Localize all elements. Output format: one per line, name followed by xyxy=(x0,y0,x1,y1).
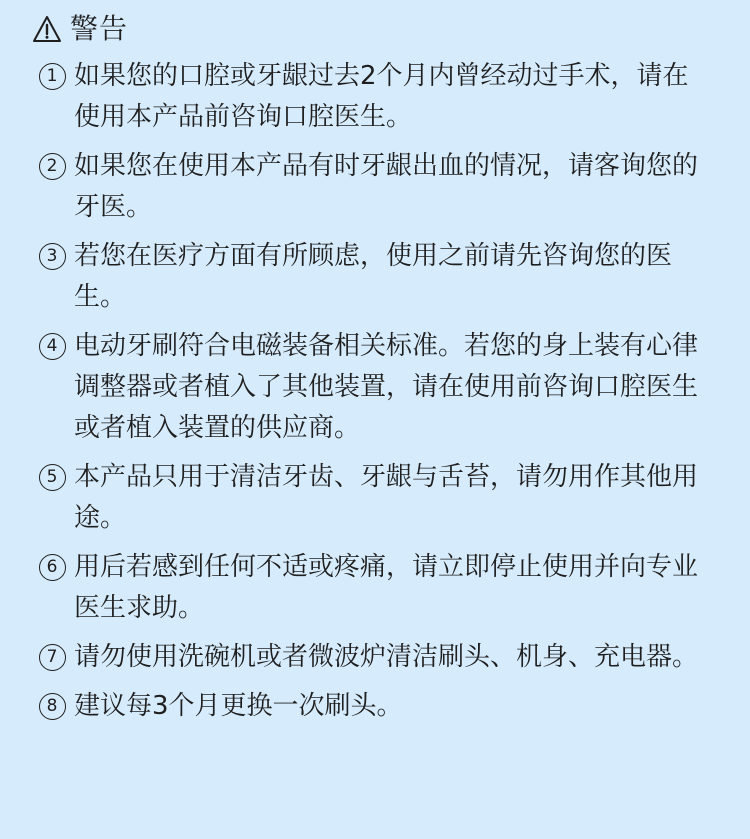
item-number-marker xyxy=(32,457,72,497)
item-number: 5 xyxy=(39,464,66,491)
item-number: 4 xyxy=(39,333,66,360)
item-number: 1 xyxy=(39,63,66,90)
item-number: 6 xyxy=(39,554,66,581)
warning-item-3 xyxy=(32,236,722,318)
item-number-marker xyxy=(32,56,72,96)
item-number-marker xyxy=(32,146,72,186)
item-number-marker xyxy=(32,686,72,726)
warning-item-text: 本产品只用于清洁牙齿、牙龈与舌苔，请勿用作其他用途。 xyxy=(74,462,699,533)
warning-list xyxy=(32,56,722,735)
warning-title: 警告 xyxy=(70,12,129,45)
item-number: 7 xyxy=(39,644,66,671)
item-number-marker xyxy=(32,326,72,366)
item-number: 3 xyxy=(39,243,66,270)
warning-item-6 xyxy=(32,547,722,629)
warning-triangle-icon xyxy=(32,14,62,44)
warning-item-2 xyxy=(32,146,722,228)
warning-item-text: 若您在医疗方面有所顾虑，使用之前请先咨询您的医生。 xyxy=(74,241,673,312)
item-number-marker xyxy=(32,547,72,587)
warning-item-text: 如果您的口腔或牙龈过去2个月内曾经动过手术，请在使用本产品前咨询口腔医生。 xyxy=(74,61,689,132)
warning-header xyxy=(32,12,128,46)
warning-item-7 xyxy=(32,637,722,678)
warning-item-text: 建议每3个月更换一次刷头。 xyxy=(74,691,403,721)
item-number-marker xyxy=(32,637,72,677)
item-number-marker xyxy=(32,236,72,276)
item-number: 8 xyxy=(39,693,66,720)
warning-item-5 xyxy=(32,457,722,539)
warning-item-text: 电动牙刷符合电磁装备相关标准。若您的身上装有心律调整器或者植入了其他装置，请在使用前咨询口腔医生或者植入装置的供应商。 xyxy=(74,331,699,443)
warning-item-text: 用后若感到任何不适或疼痛，请立即停止使用并向专业医生求助。 xyxy=(74,552,699,623)
item-number: 2 xyxy=(39,153,66,180)
warning-item-1 xyxy=(32,56,722,138)
warning-item-text: 如果您在使用本产品有时牙龈出血的情况，请客询您的牙医。 xyxy=(74,151,699,222)
warning-item-8 xyxy=(32,686,722,727)
warning-item-4 xyxy=(32,326,722,449)
warning-item-text: 请勿使用洗碗机或者微波炉清洁刷头、机身、充电器。 xyxy=(74,642,699,672)
